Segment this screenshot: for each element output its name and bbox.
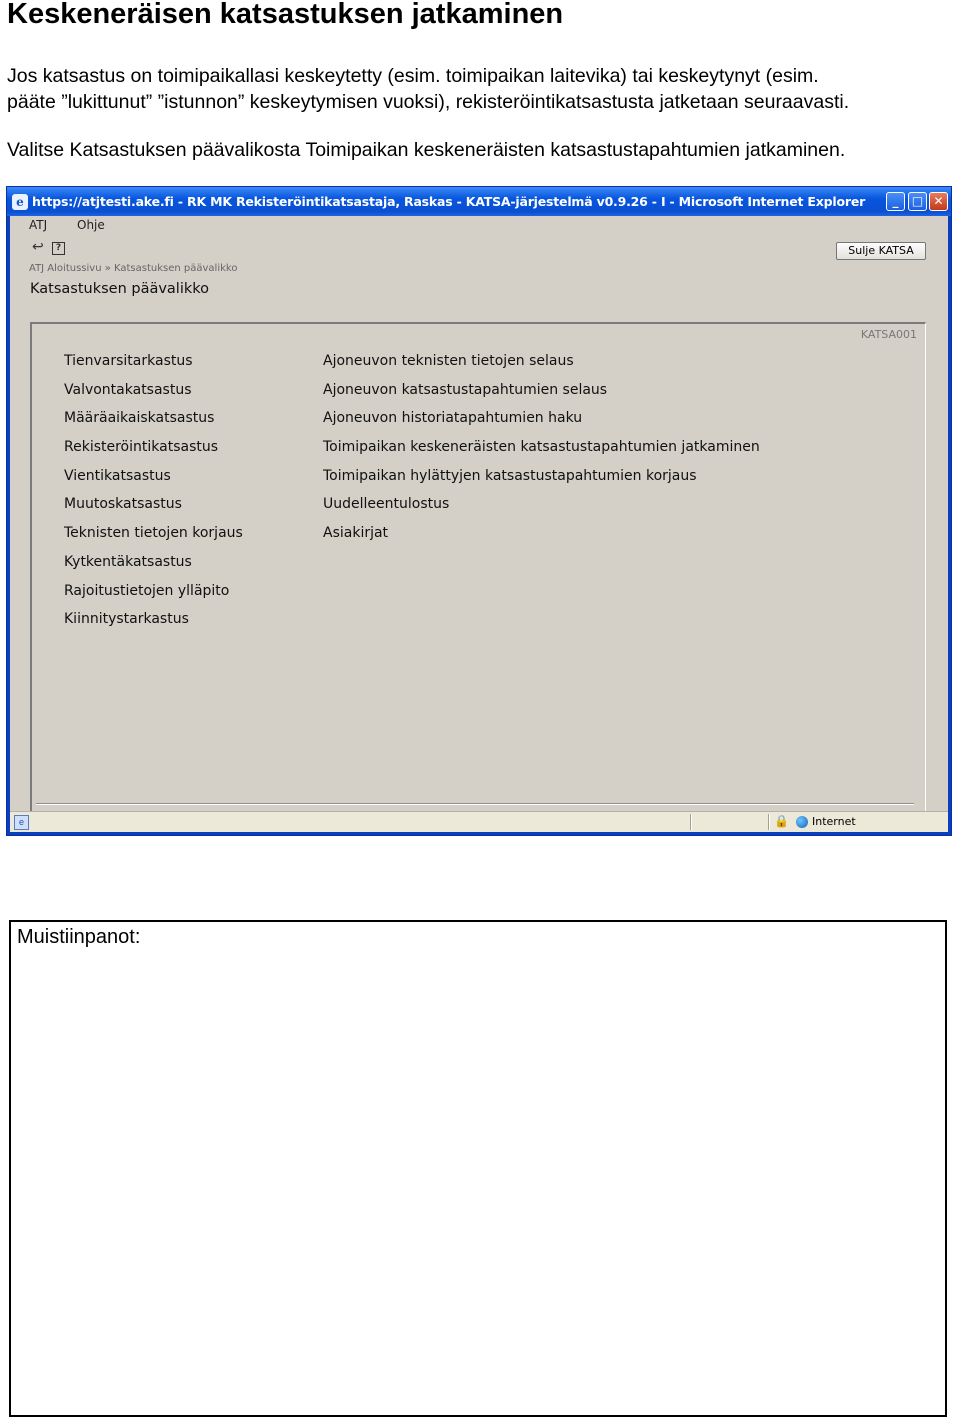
page-title: Katsastuksen päävalikko — [30, 281, 210, 297]
menu-atj[interactable]: ATJ — [29, 218, 48, 232]
menu-link-teknisten-tietojen-selaus[interactable]: Ajoneuvon teknisten tietojen selaus — [323, 353, 574, 369]
status-bar — [10, 811, 948, 832]
breadcrumb[interactable]: ATJ Aloitussivu » Katsastuksen päävalikko — [29, 263, 238, 274]
lock-icon[interactable]: 🔒 — [774, 814, 789, 828]
minimize-icon[interactable]: _ — [886, 192, 905, 211]
menu-link-rekisterointikatsastus[interactable]: Rekisteröintikatsastus — [64, 439, 219, 456]
divider — [36, 803, 914, 805]
screen-code: KATSA001 — [860, 328, 917, 341]
back-arrow-icon[interactable]: ↩ — [32, 239, 44, 255]
menu-link-hylattyjen-korjaus[interactable]: Toimipaikan hylättyjen katsastustapahtumien korjaus — [323, 467, 697, 484]
window-title: https://atjtesti.ake.fi - RK MK Rekisteröintikatsastaja, Raskas - KATSA-järjestelmä v0.9.26 - I - Microsoft Internet Explorer — [32, 194, 866, 209]
maximize-icon[interactable]: □ — [908, 192, 927, 211]
status-separator — [768, 814, 770, 830]
title-bar[interactable] — [7, 187, 951, 216]
menu-column-left — [64, 353, 243, 640]
app-ie-icon: e — [12, 194, 28, 210]
document-title: Keskeneräisen katsastuksen jatkaminen — [7, 0, 564, 30]
page-icon: e — [14, 815, 29, 830]
status-separator — [690, 814, 692, 830]
intro-line-1: Jos katsastus on toimipaikallasi keskeytetty (esim. toimipaikan laitevika) tai keskeytynyt (esim. — [7, 65, 819, 87]
menu-link-katsastustapahtumien-selaus[interactable]: Ajoneuvon katsastustapahtumien selaus — [323, 381, 608, 398]
menu-link-muutoskatsastus[interactable]: Muutoskatsastus — [64, 496, 182, 513]
menu-link-kytkentakatsastus[interactable]: Kytkentäkatsastus — [64, 553, 192, 570]
menu-link-keskeneraisten-jatkaminen[interactable]: Toimipaikan keskeneräisten katsastustapahtumien jatkaminen — [323, 439, 760, 456]
menu-link-historiatapahtumien-haku[interactable]: Ajoneuvon historiatapahtumien haku — [323, 410, 583, 427]
notes-label: Muistiinpanot: — [17, 926, 141, 948]
menu-ohje[interactable]: Ohje — [77, 218, 105, 232]
menu-link-maaraaikaiskatsastus[interactable]: Määräaikaiskatsastus — [64, 410, 215, 427]
globe-icon — [796, 816, 808, 828]
browser-content — [10, 216, 948, 811]
main-menu-panel — [30, 322, 926, 811]
help-icon[interactable]: ? — [52, 242, 65, 255]
notes-box — [9, 920, 947, 1417]
menu-link-teknisten-tietojen-korjaus[interactable]: Teknisten tietojen korjaus — [64, 525, 243, 542]
menu-link-kiinnitystarkastus[interactable]: Kiinnitystarkastus — [64, 611, 189, 628]
menu-link-uudelleentulostus[interactable]: Uudelleentulostus — [323, 496, 450, 513]
menu-column-right — [323, 353, 760, 554]
intro-paragraph — [7, 63, 849, 115]
ie-window — [6, 186, 952, 836]
intro-line-2: pääte ”lukittunut” ”istunnon” keskeytymisen vuoksi), rekisteröintikatsastusta jatketaan seuraavasti. — [7, 91, 850, 113]
menu-link-valvontakatsastus[interactable]: Valvontakatsastus — [64, 381, 192, 398]
menu-link-tienvarsitarkastus[interactable]: Tienvarsitarkastus — [64, 353, 193, 369]
security-zone: Internet — [812, 815, 856, 828]
menu-link-rajoitustietojen-yllapito[interactable]: Rajoitustietojen ylläpito — [64, 582, 230, 599]
close-katsa-button[interactable]: Sulje KATSA — [836, 242, 926, 260]
menu-link-asiakirjat[interactable]: Asiakirjat — [323, 525, 389, 542]
app-menubar — [10, 216, 948, 236]
close-icon[interactable]: ✕ — [929, 192, 948, 211]
instruction-paragraph: Valitse Katsastuksen päävalikosta Toimipaikan keskeneräisten katsastustapahtumien jatkaminen. — [7, 139, 846, 161]
menu-link-vientikatsastus[interactable]: Vientikatsastus — [64, 467, 171, 484]
